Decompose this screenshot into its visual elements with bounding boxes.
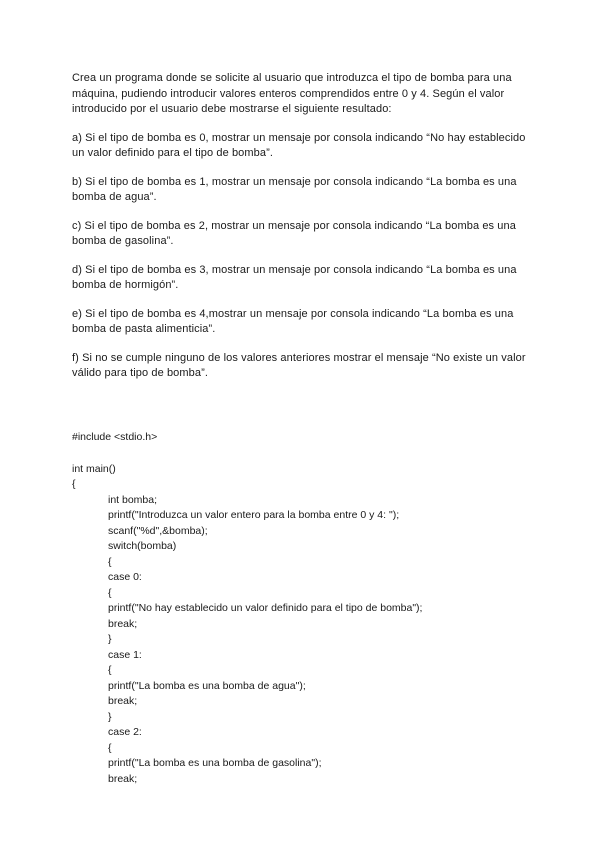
- code-line: printf("No hay establecido un valor definido para el tipo de bomba");: [108, 602, 423, 614]
- code-include: #include <stdio.h>: [72, 431, 158, 443]
- code-block: [72, 430, 542, 787]
- code-line: {: [108, 664, 112, 676]
- code-line: printf("La bomba es una bomba de agua");: [108, 679, 306, 692]
- code-line: printf("Introduzca un valor entero para la bomba entre 0 y 4: ");: [108, 509, 400, 521]
- code-blank-line: [72, 446, 542, 462]
- code-line: case 2:: [108, 726, 142, 738]
- code-line: break;: [108, 772, 138, 785]
- code-line: break;: [108, 617, 138, 630]
- code-line: {: [108, 586, 112, 599]
- item-d: d) Si el tipo de bomba es 3, mostrar un mensaje por consola indicando “La bomba es una bomba de hormigón”.: [72, 263, 517, 291]
- code-line: case 1:: [108, 648, 142, 661]
- code-line: scanf("%d",&bomba);: [108, 524, 208, 537]
- code-open-brace: {: [72, 478, 76, 490]
- item-e: e) Si el tipo de bomba es 4,mostrar un mensaje por consola indicando “La bomba es una bomba de pasta alimenticia”.: [72, 307, 514, 335]
- item-c: c) Si el tipo de bomba es 2, mostrar un mensaje por consola indicando “La bomba es una bomba de gasolina”.: [72, 219, 516, 247]
- code-line: {: [108, 741, 112, 754]
- item-a: a) Si el tipo de bomba es 0, mostrar un mensaje por consola indicando “No hay establecido un valor definido para el tipo de bomba”.: [72, 131, 526, 159]
- code-line: case 0:: [108, 571, 142, 583]
- code-line: int bomba;: [108, 493, 158, 506]
- code-line: {: [108, 555, 112, 568]
- code-line: }: [108, 633, 112, 645]
- code-line: switch(bomba): [108, 540, 177, 552]
- code-line: break;: [108, 695, 138, 707]
- code-main-signature: int main(): [72, 462, 116, 475]
- code-line: printf("La bomba es una bomba de gasolina");: [108, 757, 322, 769]
- intro-paragraph: Crea un programa donde se solicite al usuario que introduzca el tipo de bomba para una máquina, pudiendo introducir valores enteros comprendidos entre 0 y 4. Según el valor introducido por el usuario debe mostrarse el siguiente resultado:: [72, 72, 512, 115]
- item-f: f) Si no se cumple ninguno de los valores anteriores mostrar el mensaje “No existe un valor válido para tipo de bomba”.: [72, 351, 526, 379]
- problem-statement: [72, 71, 530, 395]
- item-b: b) Si el tipo de bomba es 1, mostrar un mensaje por consola indicando “La bomba es una bomba de agua”.: [72, 175, 517, 203]
- code-line: }: [108, 710, 112, 723]
